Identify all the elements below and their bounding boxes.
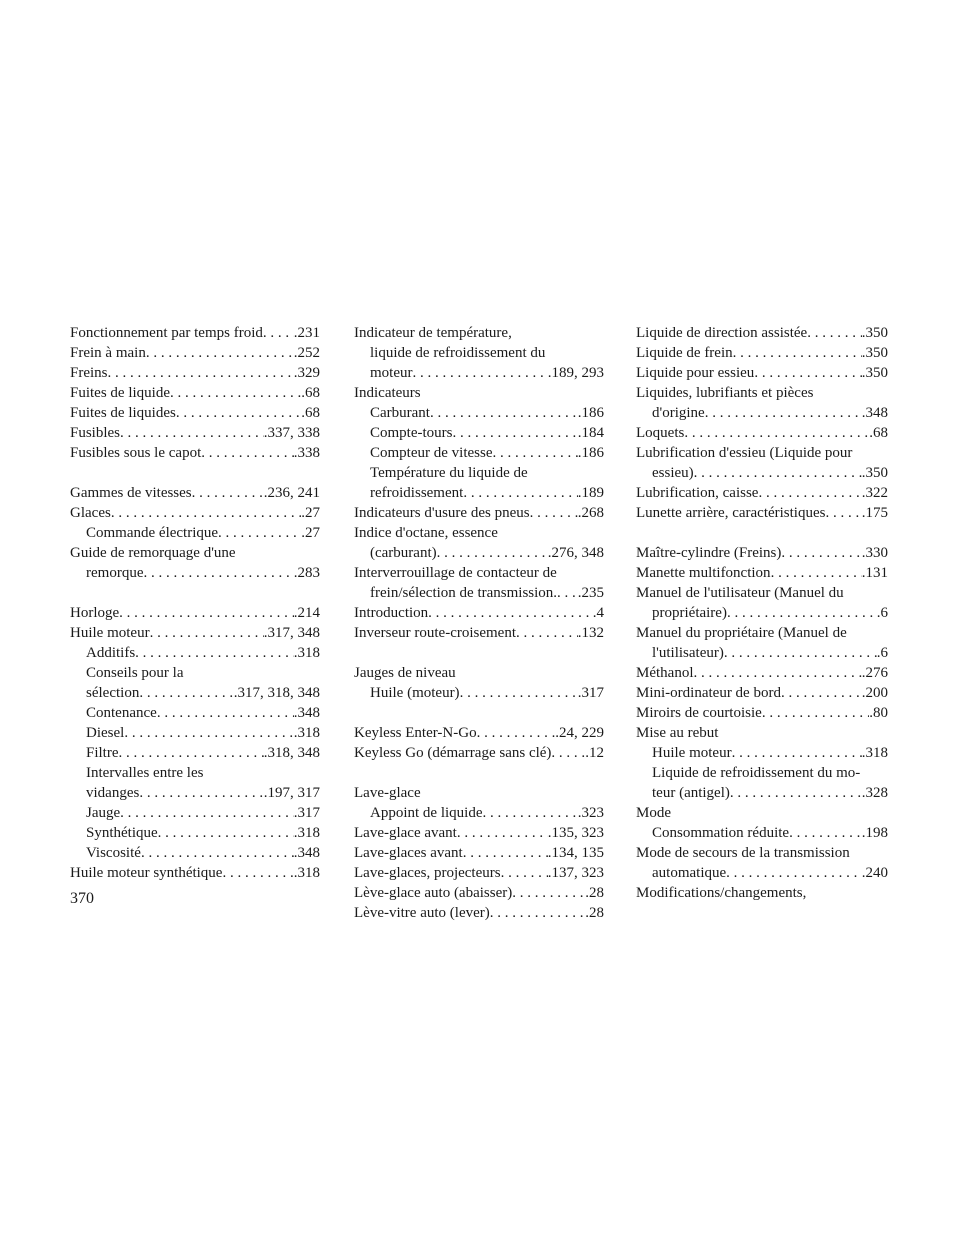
section-gap	[70, 463, 320, 483]
section-gap	[354, 643, 604, 663]
index-entry: Méthanol . . . .276	[636, 663, 888, 683]
index-entry: Introduction . . . .4	[354, 603, 604, 623]
index-subentry: Compte-tours . . . .184	[354, 423, 604, 443]
index-entry: Liquide pour essieu . . . .350	[636, 363, 888, 383]
index-entry: Lave-glace avant . . . .135, 323	[354, 823, 604, 843]
index-entry: Indicateur de température, liquide de refroidissement du moteur . . . .189, 293	[354, 323, 604, 383]
index-heading: Jauges de niveau	[354, 665, 456, 681]
index-entry: Lève-vitre auto (lever) . . . .28	[354, 903, 604, 923]
index-entry: Fuites de liquide . . . .68	[70, 383, 320, 403]
index-subentry: Conseils pour la sélection . . . .317, 318, 348	[70, 663, 320, 703]
index-entry: Frein à main . . . .252	[70, 343, 320, 363]
index-entry: Lave-glaces, projecteurs . . . .137, 323	[354, 863, 604, 883]
index-entry: Inverseur route-croisement . . . .132	[354, 623, 604, 643]
index-subentry: Contenance . . . .348	[70, 703, 320, 723]
page-number: 370	[70, 890, 94, 907]
index-subentry: Compteur de vitesse . . . .186	[354, 443, 604, 463]
index-subentry: Appoint de liquide . . . .323	[354, 803, 604, 823]
index-entry: Horloge . . . .214	[70, 603, 320, 623]
index-heading: Mode	[636, 805, 671, 821]
index-entry: Huile moteur synthétique . . . .318	[70, 863, 320, 883]
index-entry: Lunette arrière, caractéristiques . . . .175	[636, 503, 888, 523]
index-column-3	[636, 323, 888, 903]
index-subentry: Huile moteur . . . .318	[636, 743, 888, 763]
index-entry: Guide de remorquage d'une remorque . . . .283	[70, 543, 320, 583]
section-gap	[70, 583, 320, 603]
index-entry: Huile moteur . . . .317, 348	[70, 623, 320, 643]
index-subentry: Jauge . . . .317	[70, 803, 320, 823]
index-entry: Indicateurs d'usure des pneus . . . .268	[354, 503, 604, 523]
index-entry: Fusibles . . . .337, 338	[70, 423, 320, 443]
index-entry: Keyless Go (démarrage sans clé) . . . .12	[354, 743, 604, 763]
index-subentry: Huile (moteur) . . . .317	[354, 683, 604, 703]
index-entry: Mode de secours de la transmission automatique . . . .240	[636, 843, 888, 883]
index-entry: Interverrouillage de contacteur de frein/sélection de transmission. . . . .235	[354, 563, 604, 603]
index-entry: Fonctionnement par temps froid . . . .231	[70, 323, 320, 343]
index-subentry: Carburant . . . .186	[354, 403, 604, 423]
index-entry: Manette multifonction . . . .131	[636, 563, 888, 583]
index-column-2	[354, 323, 604, 923]
index-subentry: Filtre . . . .318, 348	[70, 743, 320, 763]
index-entry: Lave-glaces avant . . . .134, 135	[354, 843, 604, 863]
index-entry: Maître-cylindre (Freins) . . . .330	[636, 543, 888, 563]
index-entry: Manuel de l'utilisateur (Manuel du propriétaire) . . . .6	[636, 583, 888, 623]
index-subentry: Additifs . . . .318	[70, 643, 320, 663]
index-entry: Manuel du propriétaire (Manuel de l'utilisateur) . . . .6	[636, 623, 888, 663]
index-subentry: Synthétique . . . .318	[70, 823, 320, 843]
index-subentry: Liquide de refroidissement du mo- teur (antigel) . . . .328	[636, 763, 888, 803]
index-entry: Liquide de frein . . . .350	[636, 343, 888, 363]
index-entry: Fusibles sous le capot . . . .338	[70, 443, 320, 463]
index-entry: Lève-glace auto (abaisser) . . . .28	[354, 883, 604, 903]
index-entry: Lubrification, caisse . . . .322	[636, 483, 888, 503]
section-gap	[636, 523, 888, 543]
index-column-1	[70, 323, 320, 883]
index-entry: Loquets . . . .68	[636, 423, 888, 443]
index-heading: Mise au rebut	[636, 725, 719, 741]
index-subentry: Diesel . . . .318	[70, 723, 320, 743]
index-entry: Liquides, lubrifiants et pièces d'origine . . . .348	[636, 383, 888, 423]
index-entry: Keyless Enter-N-Go . . . .24, 229	[354, 723, 604, 743]
index-entry: Glaces . . . .27	[70, 503, 320, 523]
index-subentry: Consommation réduite . . . .198	[636, 823, 888, 843]
section-gap	[354, 703, 604, 723]
index-heading: Indicateurs	[354, 385, 421, 401]
index-subentry: Température du liquide de refroidissement . . . .189	[354, 463, 604, 503]
section-gap	[354, 763, 604, 783]
index-entry: Indice d'octane, essence (carburant) . . . .276, 348	[354, 523, 604, 563]
index-entry: Miroirs de courtoisie . . . .80	[636, 703, 888, 723]
index-entry: Fuites de liquides . . . .68	[70, 403, 320, 423]
index-heading: Modifications/changements,	[636, 885, 807, 901]
index-entry: Liquide de direction assistée . . . .350	[636, 323, 888, 343]
index-entry: Freins . . . .329	[70, 363, 320, 383]
index-entry: Gammes de vitesses . . . .236, 241	[70, 483, 320, 503]
index-subentry: Intervalles entre les vidanges . . . .197, 317	[70, 763, 320, 803]
index-heading: Lave-glace	[354, 785, 421, 801]
index-entry: Lubrification d'essieu (Liquide pour essieu) . . . .350	[636, 443, 888, 483]
index-subentry: Viscosité . . . .348	[70, 843, 320, 863]
index-entry: Mini-ordinateur de bord . . . .200	[636, 683, 888, 703]
index-subentry: Commande électrique . . . .27	[70, 523, 320, 543]
